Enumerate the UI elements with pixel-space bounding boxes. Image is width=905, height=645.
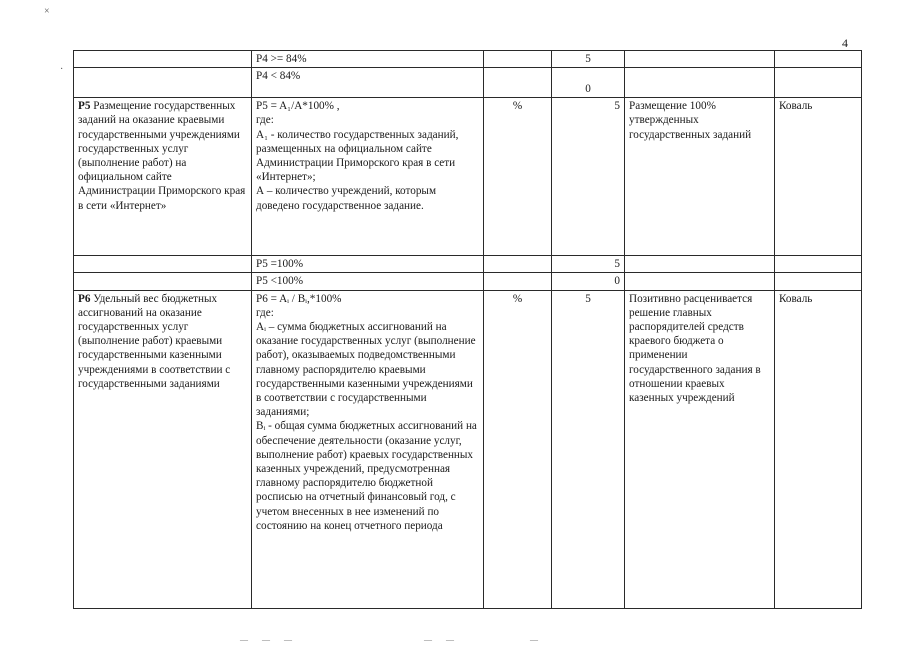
cell-empty (484, 51, 552, 68)
score-cell: 5 (552, 290, 625, 608)
criteria-table (73, 50, 862, 609)
cell-empty (484, 256, 552, 273)
note-cell: Размещение 100% утвержденных государственных заданий (625, 98, 775, 256)
note-cell: Позитивно расценивается решение главных распорядителей средств краевого бюджета о применении государственного задания в отношении краевых казенных учреждений (625, 290, 775, 608)
formula: P5 = A₁/A*100% , (256, 100, 340, 113)
criterion-cell (74, 290, 252, 608)
score-cell: 5 (552, 98, 625, 256)
table-row (74, 273, 862, 290)
criterion-title: Размещение государственных заданий на оказание краевыми государственными учреждениями государственных услуг (выполнение работ) на официальном сайте Администрации Приморского края в сети «Интернет» (78, 100, 246, 212)
table-row-p6 (74, 290, 862, 608)
cell-empty (74, 256, 252, 273)
scan-mark: · (60, 64, 64, 75)
table-row (74, 68, 862, 98)
formula: P6 = Aᵢ / Bᵢ,*100% (256, 292, 342, 305)
scan-artifact: — — — — — — (240, 635, 544, 644)
cell-empty (775, 256, 862, 273)
cell-empty (625, 256, 775, 273)
cell-empty (775, 51, 862, 68)
responsible-cell: Коваль (775, 290, 862, 608)
table-row-p5 (74, 98, 862, 256)
unit-cell: % (484, 98, 552, 256)
cell-empty (775, 68, 862, 98)
unit-cell: % (484, 290, 552, 608)
criterion-code: P6 (78, 292, 91, 305)
cell-score: 5 (552, 51, 625, 68)
cell-empty (625, 51, 775, 68)
cell-empty (775, 273, 862, 290)
cell-empty (74, 51, 252, 68)
formula-cell (252, 98, 484, 256)
cell-empty (625, 273, 775, 290)
formula-cell (252, 290, 484, 608)
table-row (74, 256, 862, 273)
formula-definition: Aᵢ – сумма бюджетных ассигнований на оказание государственных услуг (выполнение работ), оказываемых подведомственными главному распорядителю краевыми государственными казенными учреждениями в соответствии с государственными заданиями; (256, 321, 476, 419)
cell-empty (484, 68, 552, 98)
formula-definition: A₁ - количество государственных заданий, размещенных на официальном сайте Администрации Приморского края в сети «Интернет»; (256, 128, 459, 184)
formula-definition: Bᵢ - общая сумма бюджетных ассигнований на обеспечение деятельности (оказание услуг, выполнение работ) краевых государственных казенных учреждений, предусмотренная главному распорядителю бюджетной росписью на отчетный финансовый год, с учетом внесенных в нее изменений по состоянию на конец отчетного периода (256, 420, 477, 532)
cell-empty (74, 68, 252, 98)
cell-score: 5 (552, 256, 625, 273)
page-number: 4 (842, 36, 848, 50)
criterion-code: P5 (78, 100, 91, 113)
cell-empty (625, 68, 775, 98)
criterion-title: Удельный вес бюджетных ассигнований на оказание государственных услуг (выполнение работ) краевыми государственными казенными учреждениями в соответствии с государственными заданиями (78, 292, 231, 390)
cell-empty (74, 273, 252, 290)
formula-where: где: (256, 114, 274, 127)
cell-score: 0 (552, 273, 625, 290)
criterion-cell (74, 98, 252, 256)
cell-empty (484, 273, 552, 290)
responsible-cell: Коваль (775, 98, 862, 256)
cell-formula: P5 =100% (252, 256, 484, 273)
cell-formula: P5 <100% (252, 273, 484, 290)
scan-mark: × (44, 6, 50, 17)
table-row (74, 51, 862, 68)
cell-score: 0 (552, 68, 625, 98)
formula-definition: А – количество учреждений, которым доведено государственное задание. (256, 185, 437, 212)
formula-where: где: (256, 306, 274, 319)
cell-formula: P4 < 84% (252, 68, 484, 98)
cell-formula: P4 >= 84% (252, 51, 484, 68)
